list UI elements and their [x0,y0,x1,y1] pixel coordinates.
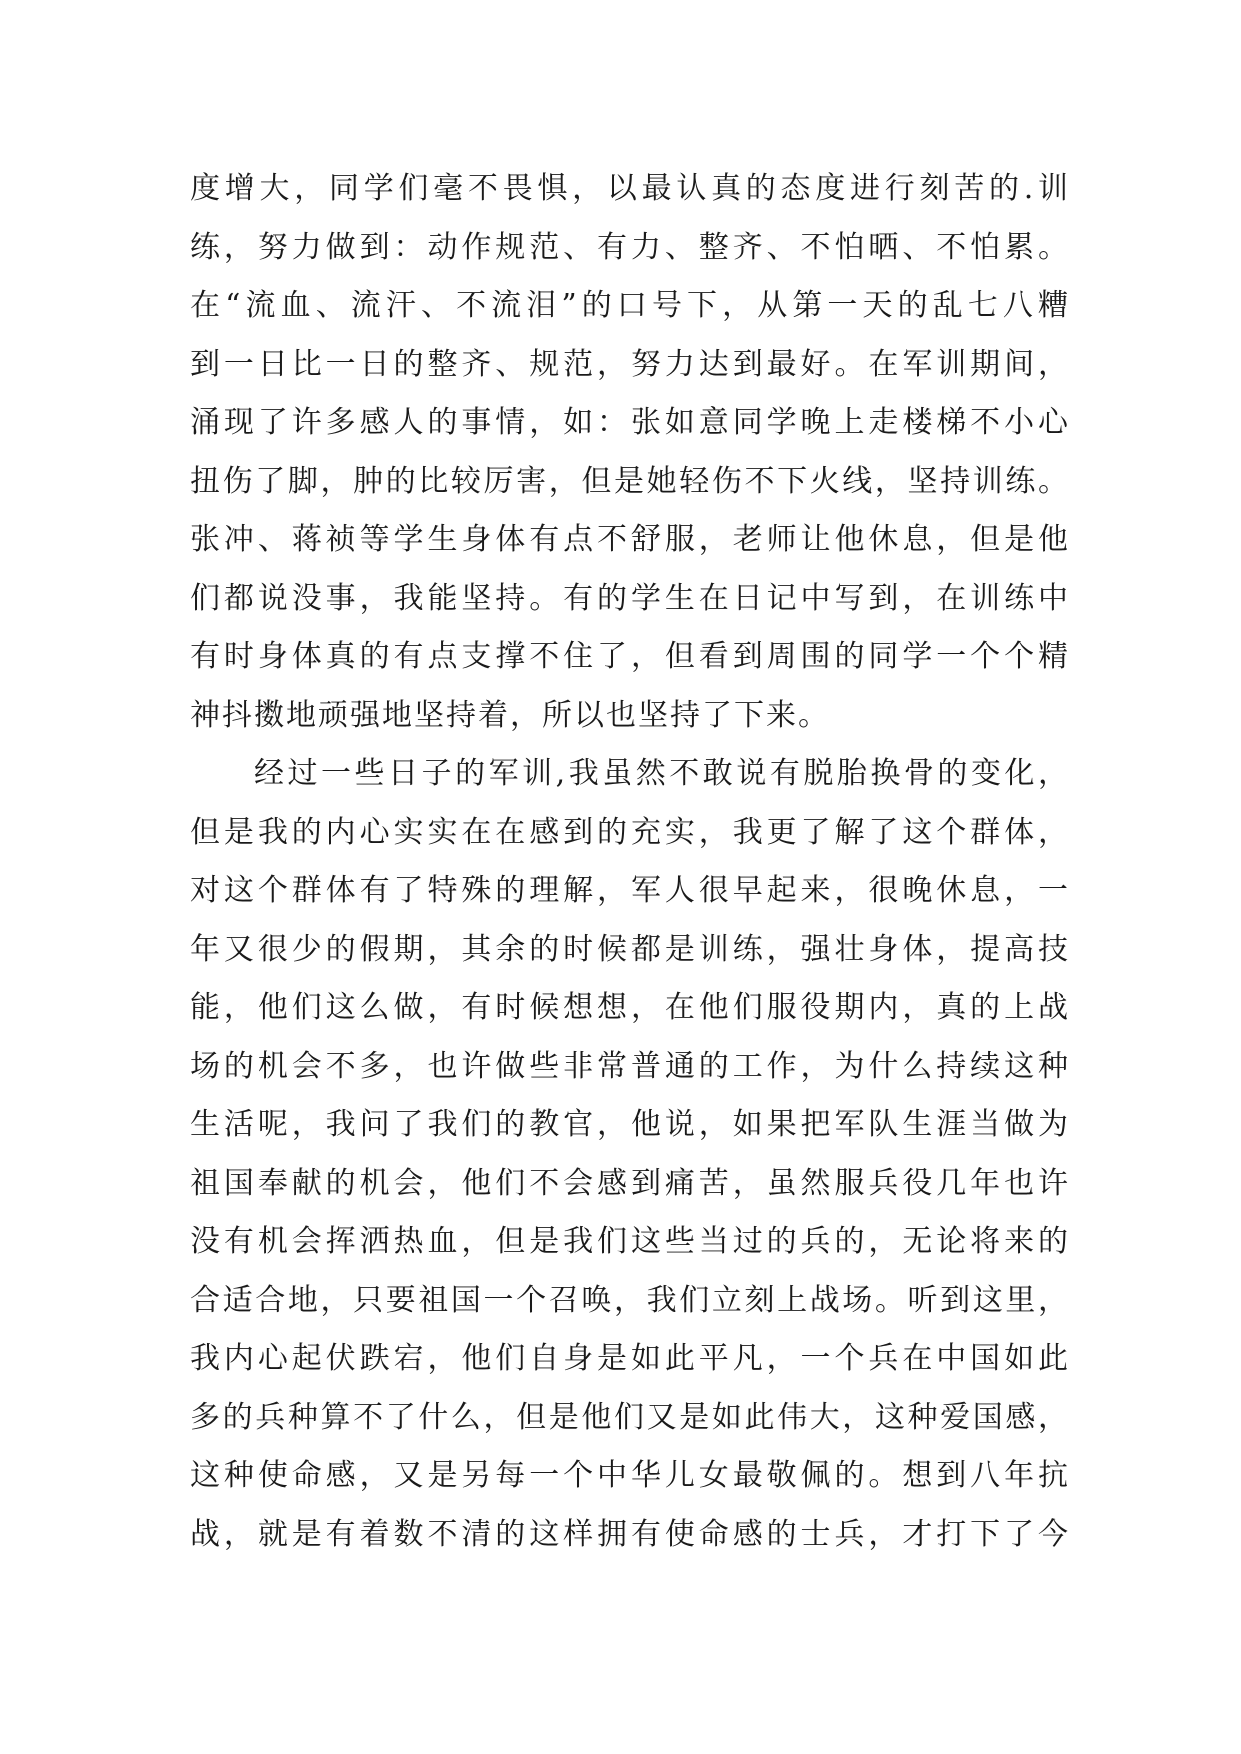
text-line: 经过一些日子的军训,我虽然不敢说有脱胎换骨的变化， [254,756,1070,791]
text-line: 能，他们这么做，有时候想想，在他们服役期内，真的上战 [190,990,1070,1025]
text-line: 神抖擞地顽强地坚持着，所以也坚持了下来。 [190,697,830,733]
text-line: 们都说没事，我能坚持。有的学生在日记中写到，在训练中 [190,580,1070,616]
paragraph-2 [190,745,1070,1564]
text-line: 但是我的内心实实在在感到的充实，我更了解了这个群体， [190,814,1070,850]
text-line: 多的兵种算不了什么，但是他们又是如此伟大，这种爱国感， [190,1399,1070,1435]
text-line: 祖国奉献的机会，他们不会感到痛苦，虽然服兵役几年也许 [190,1165,1070,1201]
paragraph-1 [190,160,1070,745]
text-line: 到一日比一日的整齐、规范，努力达到最好。在军训期间， [190,346,1070,382]
text-line: 年又很少的假期，其余的时候都是训练，强壮身体，提高技 [190,931,1070,967]
text-line: 有时身体真的有点支撑不住了，但看到周围的同学一个个精 [190,639,1070,674]
text-line: 在“流血、流汗、不流泪”的口号下，从第一天的乱七八糟 [190,288,1070,323]
text-line: 这种使命感，又是另每一个中华儿女最敬佩的。想到八年抗 [190,1458,1070,1493]
text-line: 涌现了许多感人的事情，如：张如意同学晚上走楼梯不小心 [190,405,1070,440]
text-line: 合适合地，只要祖国一个召唤，我们立刻上战场。听到这里， [190,1282,1070,1318]
text-line: 我内心起伏跌宕，他们自身是如此平凡，一个兵在中国如此 [190,1341,1070,1376]
text-line: 练，努力做到：动作规范、有力、整齐、不怕晒、不怕累。 [190,229,1070,265]
text-line: 扭伤了脚，肿的比较厉害，但是她轻伤不下火线，坚持训练。 [190,463,1070,499]
text-line: 场的机会不多，也许做些非常普通的工作，为什么持续这种 [190,1048,1070,1084]
text-line: 度增大，同学们毫不畏惧，以最认真的态度进行刻苦的.训 [190,171,1070,206]
text-line: 对这个群体有了特殊的理解，军人很早起来，很晚休息，一 [190,873,1070,908]
text-line: 生活呢，我问了我们的教官，他说，如果把军队生涯当做为 [190,1107,1070,1142]
text-line: 战，就是有着数不清的这样拥有使命感的士兵，才打下了今 [190,1516,1070,1552]
text-line: 张冲、蒋祯等学生身体有点不舒服，老师让他休息，但是他 [190,522,1070,557]
text-line: 没有机会挥洒热血，但是我们这些当过的兵的，无论将来的 [190,1224,1070,1259]
body-text [190,160,1070,1564]
